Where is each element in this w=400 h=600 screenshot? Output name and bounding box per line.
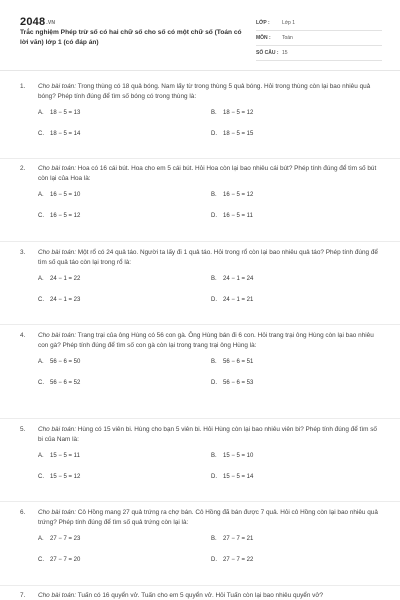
question-keyword: Cho bài toán: (38, 426, 77, 433)
option-a[interactable] (38, 453, 80, 459)
question-text (38, 331, 382, 351)
option-text: 15 − 5 = 12 (50, 474, 81, 480)
question-3 (20, 248, 382, 312)
option-text: 18 − 5 = 12 (223, 110, 254, 116)
option-text: 16 − 5 = 12 (50, 213, 81, 219)
option-letter: B. (211, 453, 217, 459)
option-letter: C. (38, 474, 44, 480)
option-letter: C. (38, 297, 44, 303)
option-b[interactable] (211, 192, 253, 198)
meta-label: SỐ CÂU : (256, 50, 279, 56)
question-body: Trong thùng có 18 quả bóng. Nam lấy từ trong thùng 5 quả bóng. Hỏi trong thùng còn lại bao nhiêu quả bóng? Phép tính đúng để tìm số bóng có trong thùng là: (38, 83, 371, 100)
question-6 (20, 508, 382, 572)
option-text: 16 − 5 = 11 (223, 213, 253, 219)
option-letter: A. (38, 110, 44, 116)
option-c[interactable] (38, 131, 80, 137)
option-text: 15 − 5 = 11 (50, 453, 80, 459)
question-divider (0, 158, 400, 159)
option-a[interactable] (38, 359, 80, 365)
answer-options (20, 532, 382, 572)
question-body: Một rổ có 24 quả táo. Người ta lấy đi 1 quả táo. Hỏi trong rổ còn lại bao nhiêu quả táo? Phép tính đúng để tìm số quả táo còn lại trong rổ là: (38, 249, 378, 266)
option-letter: D. (211, 474, 217, 480)
question-text (38, 508, 382, 528)
option-b[interactable] (211, 359, 253, 365)
question-5 (20, 425, 382, 489)
option-c[interactable] (38, 297, 80, 303)
meta-value: Toán (282, 35, 293, 41)
option-text: 27 − 7 = 23 (50, 536, 81, 542)
question-keyword: Cho bài toán: (38, 165, 77, 172)
option-text: 56 − 6 = 50 (50, 359, 81, 365)
option-a[interactable] (38, 276, 80, 282)
option-letter: C. (38, 380, 44, 386)
meta-label: LỚP : (256, 20, 270, 26)
option-c[interactable] (38, 557, 80, 563)
option-a[interactable] (38, 536, 80, 542)
option-text: 16 − 5 = 10 (50, 192, 81, 198)
question-divider (0, 501, 400, 502)
question-number: 7. (20, 592, 26, 599)
question-number: 3. (20, 249, 26, 256)
option-text: 15 − 5 = 10 (223, 453, 254, 459)
option-text: 56 − 6 = 53 (223, 380, 254, 386)
option-d[interactable] (211, 557, 253, 563)
question-head (20, 331, 382, 351)
option-c[interactable] (38, 380, 80, 386)
option-letter: B. (211, 359, 217, 365)
answer-options (20, 449, 382, 489)
question-keyword: Cho bài toán: (38, 509, 77, 516)
option-d[interactable] (211, 380, 253, 386)
option-d[interactable] (211, 213, 253, 219)
brand-name: 2048 (20, 16, 46, 28)
option-text: 24 − 1 = 22 (50, 276, 81, 282)
meta-info (256, 16, 382, 61)
question-number: 5. (20, 426, 26, 433)
question-number: 6. (20, 509, 26, 516)
option-a[interactable] (38, 192, 80, 198)
option-letter: C. (38, 213, 44, 219)
question-body: Cô Hồng mang 27 quả trứng ra chợ bán. Cô Hồng đã bán được 7 quả. Hỏi cô Hồng còn lại bao nhiêu quả trứng? Phép tính đúng để tìm số quả trứng còn lại là: (38, 509, 378, 526)
question-head (20, 82, 382, 102)
option-letter: C. (38, 131, 44, 137)
meta-row-grade (256, 16, 382, 31)
question-body: Hùng có 15 viên bi. Hùng cho bạn 5 viên bi. Hỏi Hùng còn lại bao nhiêu viên bi? Phép tính đúng để tìm số bi của Nam là: (38, 426, 377, 443)
option-letter: D. (211, 131, 217, 137)
meta-value: Lớp 1 (282, 20, 296, 26)
page-title: Trắc nghiệm Phép trừ số có hai chữ số cho số có một chữ số (Toán có lời văn) lớp 1 (có đáp án) (20, 29, 242, 46)
option-letter: A. (38, 359, 44, 365)
question-body: Hoa có 16 cái bút. Hoa cho em 5 cái bút. Hỏi Hoa còn lại bao nhiêu cái bút? Phép tính đúng để tìm số bút còn lại của Hoa là: (38, 165, 377, 182)
option-letter: D. (211, 297, 217, 303)
question-keyword: Cho bài toán: (38, 332, 77, 339)
question-number: 1. (20, 83, 26, 90)
meta-label: MÔN : (256, 35, 271, 41)
question-head (20, 591, 382, 600)
header-divider (0, 70, 400, 71)
option-text: 27 − 7 = 21 (223, 536, 254, 542)
option-letter: D. (211, 557, 217, 563)
answer-options (20, 272, 382, 312)
question-text (38, 248, 382, 268)
question-1 (20, 82, 382, 146)
option-b[interactable] (211, 110, 253, 116)
question-keyword: Cho bài toán: (38, 249, 77, 256)
answer-options (20, 188, 382, 228)
meta-row-subject (256, 31, 382, 46)
question-divider (0, 418, 400, 419)
option-text: 18 − 5 = 13 (50, 110, 81, 116)
option-text: 27 − 7 = 22 (223, 557, 254, 563)
meta-row-count (256, 46, 382, 61)
question-2 (20, 164, 382, 228)
option-text: 24 − 1 = 23 (50, 297, 81, 303)
option-text: 56 − 6 = 51 (223, 359, 254, 365)
question-keyword: Cho bài toán: (38, 83, 77, 90)
header (20, 16, 382, 60)
meta-value: 15 (282, 50, 288, 56)
option-letter: D. (211, 380, 217, 386)
option-c[interactable] (38, 474, 80, 480)
question-keyword: Cho bài toán: (38, 592, 77, 599)
option-letter: D. (211, 213, 217, 219)
answer-options (20, 355, 382, 395)
question-head (20, 164, 382, 184)
option-letter: B. (211, 110, 217, 116)
option-text: 27 − 7 = 20 (50, 557, 81, 563)
option-text: 56 − 6 = 52 (50, 380, 81, 386)
option-letter: C. (38, 557, 44, 563)
option-letter: B. (211, 276, 217, 282)
brand-suffix: .VN (46, 20, 56, 26)
option-d[interactable] (211, 131, 253, 137)
question-body: Trang trại của ông Hùng có 56 con gà. Ông Hùng bán đi 6 con. Hỏi trang trại ông Hùng còn lại bao nhiêu con gà? Phép tính đúng để tìm số con gà còn lại trong trang trại ông Hùng là: (38, 332, 374, 349)
question-divider (0, 585, 400, 586)
question-divider (0, 324, 400, 325)
question-number: 4. (20, 332, 26, 339)
option-text: 24 − 1 = 24 (223, 276, 254, 282)
question-text (38, 164, 382, 184)
option-d[interactable] (211, 297, 253, 303)
option-letter: B. (211, 536, 217, 542)
question-7 (20, 591, 382, 600)
option-letter: A. (38, 192, 44, 198)
answer-options (20, 106, 382, 146)
question-body: Tuấn có 16 quyển vở. Tuấn cho em 5 quyển vở. Hỏi Tuấn còn lại bao nhiêu quyển vở? (76, 592, 324, 599)
option-b[interactable] (211, 276, 253, 282)
option-a[interactable] (38, 110, 80, 116)
option-text: 18 − 5 = 15 (223, 131, 254, 137)
option-b[interactable] (211, 453, 253, 459)
question-text (38, 591, 382, 600)
option-d[interactable] (211, 474, 253, 480)
option-letter: B. (211, 192, 217, 198)
option-text: 18 − 5 = 14 (50, 131, 81, 137)
question-head (20, 248, 382, 268)
question-text (38, 82, 382, 102)
option-text: 16 − 5 = 12 (223, 192, 254, 198)
question-text (38, 425, 382, 445)
option-letter: A. (38, 453, 44, 459)
option-letter: A. (38, 276, 44, 282)
option-b[interactable] (211, 536, 253, 542)
question-4 (20, 331, 382, 395)
question-number: 2. (20, 165, 26, 172)
option-text: 15 − 5 = 14 (223, 474, 254, 480)
question-head (20, 425, 382, 445)
option-c[interactable] (38, 213, 80, 219)
option-text: 24 − 1 = 21 (223, 297, 254, 303)
question-divider (0, 241, 400, 242)
question-head (20, 508, 382, 528)
brand-logo[interactable] (20, 16, 55, 28)
option-letter: A. (38, 536, 44, 542)
